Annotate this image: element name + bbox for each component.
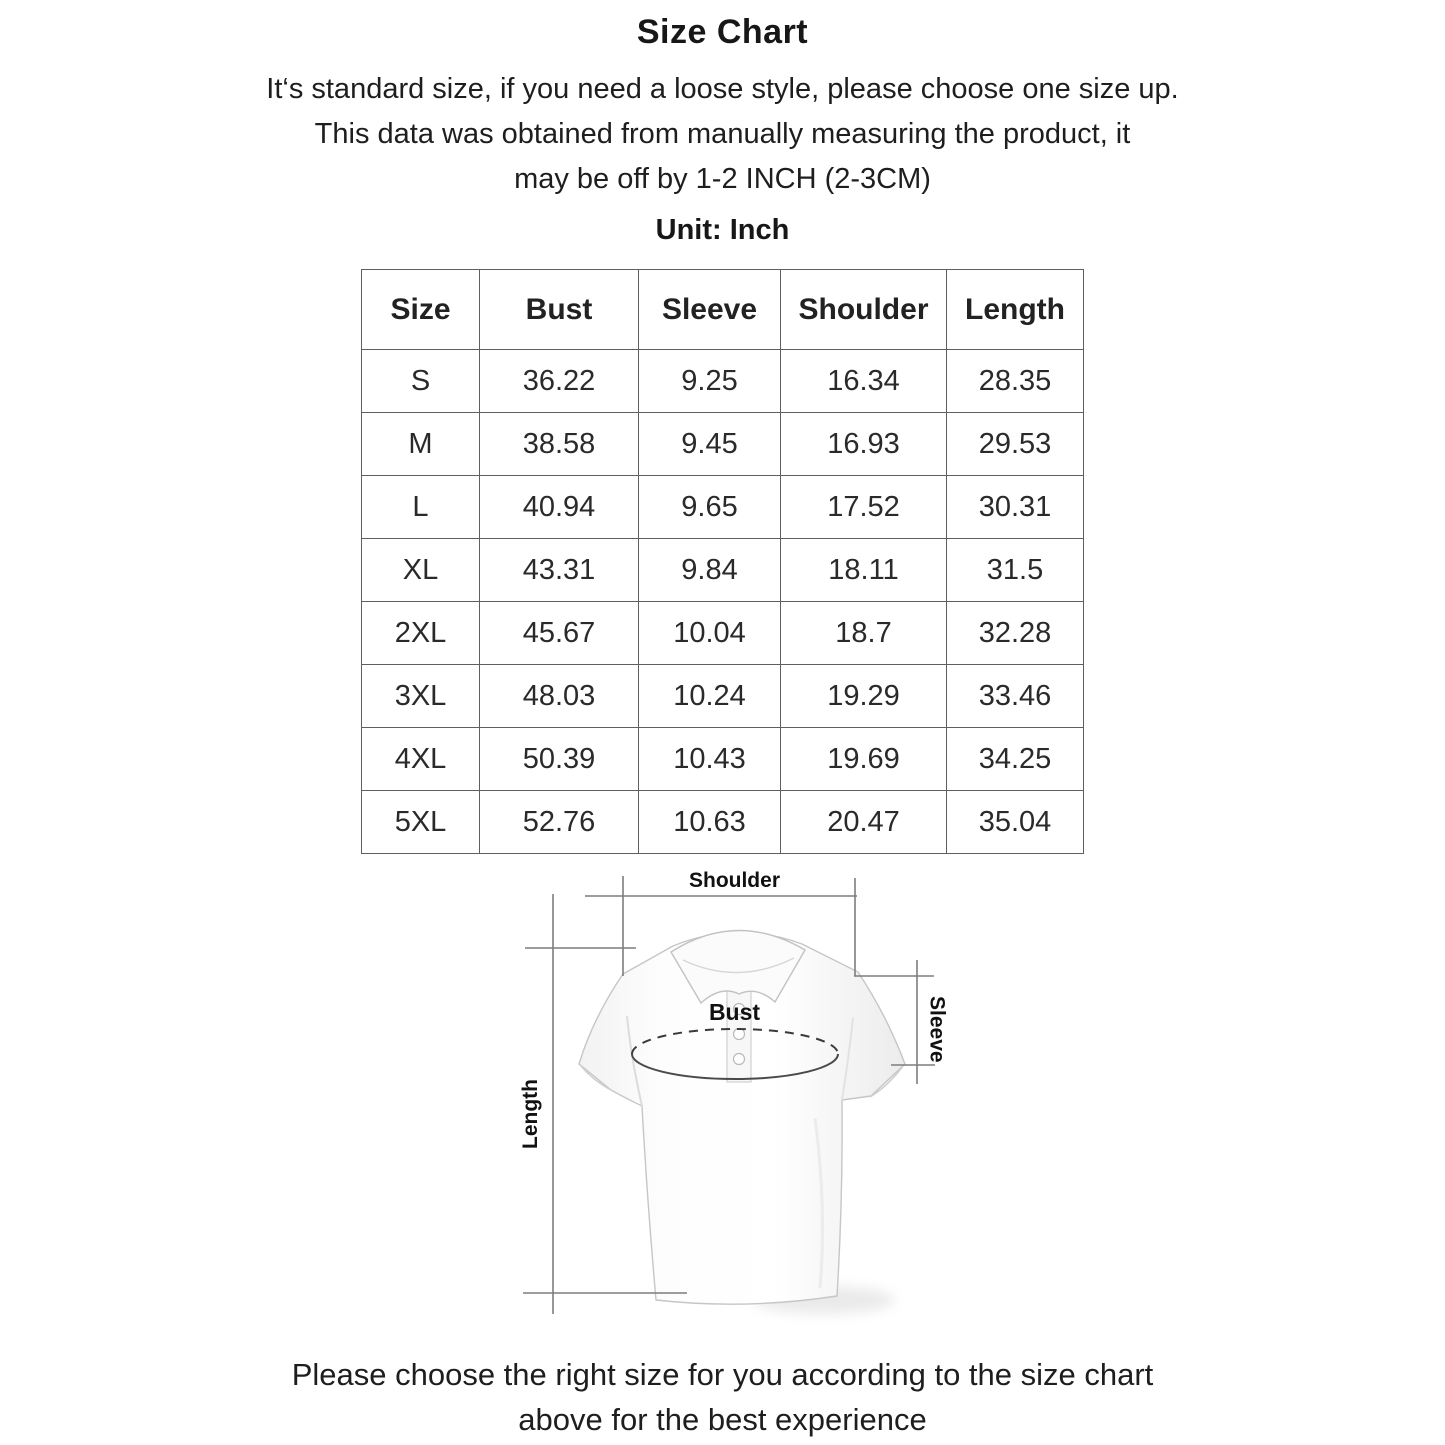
cell-size: M [362, 413, 480, 476]
cell-sleeve: 10.24 [639, 665, 781, 728]
cell-sleeve: 9.45 [639, 413, 781, 476]
size-note-line: may be off by 1-2 INCH (2-3CM) [514, 163, 931, 195]
cell-size: S [362, 350, 480, 413]
footer-note-line: Please choose the right size for you according to the size chart [291, 1357, 1154, 1392]
cell-size: XL [362, 539, 480, 602]
table-row [362, 539, 1084, 602]
cell-bust: 48.03 [480, 665, 639, 728]
footer-note-line: above for the best experience [518, 1402, 927, 1437]
cell-size: 2XL [362, 602, 480, 665]
cell-length: 31.5 [947, 539, 1084, 602]
cell-shoulder: 16.34 [781, 350, 947, 413]
measurement-diagram [515, 868, 975, 1334]
table-header-row [362, 270, 1084, 350]
cell-sleeve: 9.84 [639, 539, 781, 602]
cell-length: 28.35 [947, 350, 1084, 413]
cell-bust: 38.58 [480, 413, 639, 476]
cell-shoulder: 20.47 [781, 791, 947, 854]
footer-note [0, 1352, 1445, 1442]
header-shoulder: Shoulder [781, 270, 947, 350]
bust-label: Bust [708, 999, 761, 1025]
cell-bust: 52.76 [480, 791, 639, 854]
size-note-line: It‘s standard size, if you need a loose style, please choose one size up. [266, 73, 1179, 105]
cell-bust: 40.94 [480, 476, 639, 539]
cell-shoulder: 19.69 [781, 728, 947, 791]
table-row [362, 602, 1084, 665]
cell-shoulder: 18.11 [781, 539, 947, 602]
shoulder-label: Shoulder [688, 869, 780, 892]
cell-shoulder: 16.93 [781, 413, 947, 476]
sleeve-label: Sleeve [925, 995, 949, 1063]
cell-bust: 43.31 [480, 539, 639, 602]
size-note [0, 67, 1445, 202]
cell-shoulder: 17.52 [781, 476, 947, 539]
cell-sleeve: 9.25 [639, 350, 781, 413]
cell-length: 32.28 [947, 602, 1084, 665]
cell-length: 34.25 [947, 728, 1084, 791]
size-note-line: This data was obtained from manually measuring the product, it [314, 118, 1131, 150]
cell-bust: 45.67 [480, 602, 639, 665]
header-length: Length [947, 270, 1084, 350]
cell-sleeve: 10.63 [639, 791, 781, 854]
table-row [362, 350, 1084, 413]
placket-button [733, 1029, 744, 1040]
header-size: Size [362, 270, 480, 350]
cell-length: 30.31 [947, 476, 1084, 539]
placket-button [733, 1054, 744, 1065]
table-row [362, 413, 1084, 476]
size-table [361, 269, 1084, 854]
cell-length: 29.53 [947, 413, 1084, 476]
cell-size: 4XL [362, 728, 480, 791]
length-label: Length [518, 1079, 542, 1149]
table-row [362, 476, 1084, 539]
page-title: Size Chart [636, 13, 809, 51]
cell-length: 35.04 [947, 791, 1084, 854]
table-row [362, 665, 1084, 728]
cell-shoulder: 19.29 [781, 665, 947, 728]
cell-length: 33.46 [947, 665, 1084, 728]
cell-size: 3XL [362, 665, 480, 728]
header-bust: Bust [480, 270, 639, 350]
unit-label: Unit: Inch [655, 214, 790, 246]
header-sleeve: Sleeve [639, 270, 781, 350]
cell-bust: 36.22 [480, 350, 639, 413]
cell-sleeve: 9.65 [639, 476, 781, 539]
polo-shirt-illustration [515, 868, 975, 1334]
table-row [362, 791, 1084, 854]
table-row [362, 728, 1084, 791]
cell-sleeve: 10.43 [639, 728, 781, 791]
cell-size: 5XL [362, 791, 480, 854]
cell-size: L [362, 476, 480, 539]
cell-bust: 50.39 [480, 728, 639, 791]
cell-shoulder: 18.7 [781, 602, 947, 665]
cell-sleeve: 10.04 [639, 602, 781, 665]
